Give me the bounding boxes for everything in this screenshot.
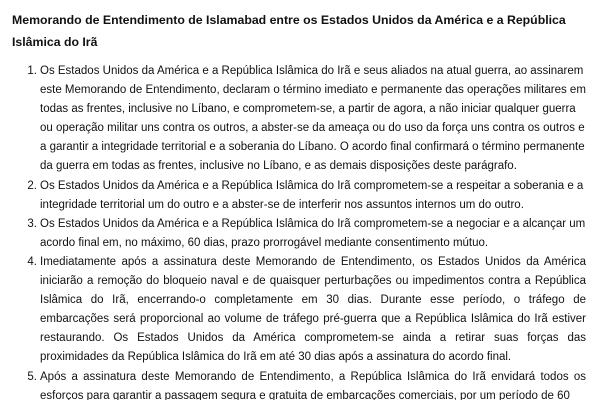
item-number: 1.	[27, 65, 37, 77]
list-item	[27, 62, 586, 177]
item-text: Imediatamente após a assinatura deste Memorando de Entendimento, os Estados Unidos da América iniciarão a remoção do bloqueio naval e de quaisquer perturbações ou impedimentos contra a República Islâmica do Irã, encerrando-o completamente em 30 dias. Durante esse período, o tráfego de embarcações será proporcional ao volume de tráfego pré-guerra que a República Islâmica do Irã estiver restaurando. Os Estados Unidos da América comprometem-se ainda a retirar suas forças das proximidades da República Islâmica do Irã em até 30 dias após a assinatura do acordo final.	[40, 255, 586, 364]
item-number: 4.	[27, 255, 37, 268]
item-number: 2.	[27, 179, 37, 192]
list-item	[27, 177, 586, 215]
list-item	[27, 215, 586, 253]
provisions-list	[27, 62, 586, 400]
item-text: Os Estados Unidos da América e a República Islâmica do Irã e seus aliados na atual guerra, ao assinarem este Memorando de Entendimento, declaram o término imediato e permanente das operações militares em todas as frentes, inclusive no Líbano, e comprometem-se, a partir de agora, a não iniciar qualquer guerra ou operação militar uns contra os outros, a abster-se da ameaça ou do uso da força uns contra os outros e a garantir a integridade territorial e a soberania do Líbano. O acordo final confirmará o término permanente da guerra em todas as frentes, inclusive no Líbano, e as demais disposições deste parágrafo.	[40, 65, 586, 173]
item-number: 3.	[27, 217, 37, 230]
document-title: Memorando de Entendimento de Islamabad entre os Estados Unidos da América e a República Islâmica do Irã	[12, 13, 566, 49]
item-text: Os Estados Unidos da América e a República Islâmica do Irã comprometem-se a respeitar a soberania e a integridade territorial um do outro e a abster-se de interferir nos assuntos internos um do outro.	[40, 179, 584, 211]
list-item	[27, 368, 586, 400]
item-text: Os Estados Unidos da América e a República Islâmica do Irã comprometem-se a negociar e a alcançar um acordo final em, no máximo, 60 dias, prazo prorrogável mediante consentimento mútuo.	[40, 217, 586, 249]
list-item	[27, 253, 586, 368]
item-text: Após a assinatura deste Memorando de Entendimento, a República Islâmica do Irã envidará todos os esforços para garantir a passagem segura e gratuita de embarcações comerciais, por um período de 60	[40, 370, 586, 400]
item-number: 5.	[27, 370, 37, 383]
